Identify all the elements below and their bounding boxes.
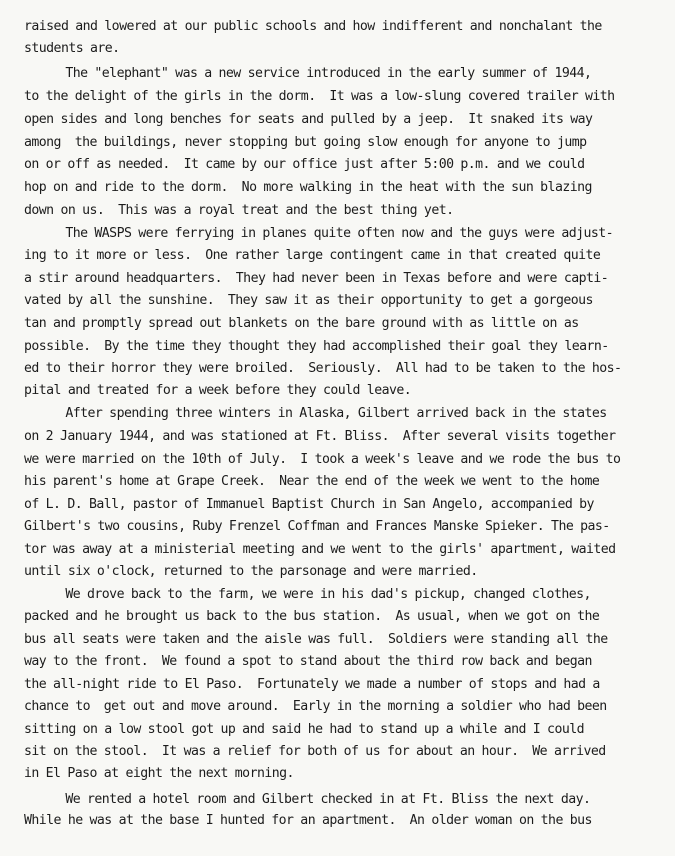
text-line: until six o'clock, returned to the parsonage and were married.	[24, 564, 478, 579]
text-line: tor was away at a ministerial meeting and we went to the girls' apartment, waited	[24, 542, 616, 557]
text-line: The "elephant" was a new service introduced in the early summer of 1944,	[24, 66, 592, 81]
text-line: we were married on the 10th of July. I took a week's leave and we rode the bus to	[24, 452, 621, 467]
text-line: ed to their horror they were broiled. Seriously. All had to be taken to the hos-	[24, 361, 622, 376]
text-line: a stir around headquarters. They had never been in Texas before and were capti-	[24, 271, 609, 286]
text-line: sitting on a low stool got up and said he had to stand up a while and I could	[24, 722, 584, 737]
text-line: among the buildings, never stopping but going slow enough for anyone to jump	[24, 135, 587, 150]
text-line: on or off as needed. It came by our office just after 5:00 p.m. and we could	[24, 157, 585, 172]
text-line: open sides and long benches for seats and pulled by a jeep. It snaked its way	[24, 112, 593, 127]
text-line: his parent's home at Grape Creek. Near the end of the week we went to the home	[24, 474, 600, 489]
text-line: raised and lowered at our public schools and how indifferent and nonchalant the	[24, 19, 602, 34]
text-line: to the delight of the girls in the dorm. It was a low-slung covered trailer with	[24, 89, 615, 104]
text-line: down on us. This was a royal treat and the best thing yet.	[24, 203, 454, 218]
text-line: After spending three winters in Alaska, Gilbert arrived back in the states	[24, 406, 607, 421]
text-line: While he was at the base I hunted for an apartment. An older woman on the bus	[24, 813, 592, 828]
text-line: tan and promptly spread out blankets on the bare ground with as little on as	[24, 316, 579, 331]
text-line: the all-night ride to El Paso. Fortunately we made a number of stops and had a	[24, 677, 600, 692]
text-line: of L. D. Ball, pastor of Immanuel Baptist Church in San Angelo, accompanied by	[24, 497, 594, 512]
text-line: on 2 January 1944, and was stationed at Ft. Bliss. After several visits together	[24, 429, 616, 444]
text-line: ing to it more or less. One rather large contingent came in that created quite	[24, 248, 601, 263]
text-line: packed and he brought us back to the bus station. As usual, when we got on the	[24, 609, 600, 624]
text-line: We drove back to the farm, we were in his dad's pickup, changed clothes,	[24, 587, 591, 602]
text-line: sit on the stool. It was a relief for both of us for about an hour. We arrived	[24, 744, 606, 759]
text-line: Gilbert's two cousins, Ruby Frenzel Coffman and Frances Manske Spieker. The pas-	[24, 519, 610, 534]
text-line: way to the front. We found a spot to stand about the third row back and began	[24, 654, 592, 669]
text-line: chance to get out and move around. Early in the morning a soldier who had been	[24, 699, 607, 714]
text-line: students are.	[24, 41, 120, 56]
text-line: in El Paso at eight the next morning.	[24, 766, 294, 781]
text-line: pital and treated for a week before they could leave.	[24, 383, 412, 398]
text-line: possible. By the time they thought they had accomplished their goal they learn-	[24, 339, 609, 354]
text-line: bus all seats were taken and the aisle was full. Soldiers were standing all the	[24, 632, 608, 647]
text-line: The WASPS were ferrying in planes quite often now and the guys were adjust-	[24, 226, 614, 241]
text-line: hop on and ride to the dorm. No more walking in the heat with the sun blazing	[24, 180, 592, 195]
text-line: We rented a hotel room and Gilbert checked in at Ft. Bliss the next day.	[24, 792, 591, 807]
text-line: vated by all the sunshine. They saw it as their opportunity to get a gorgeous	[24, 293, 593, 308]
